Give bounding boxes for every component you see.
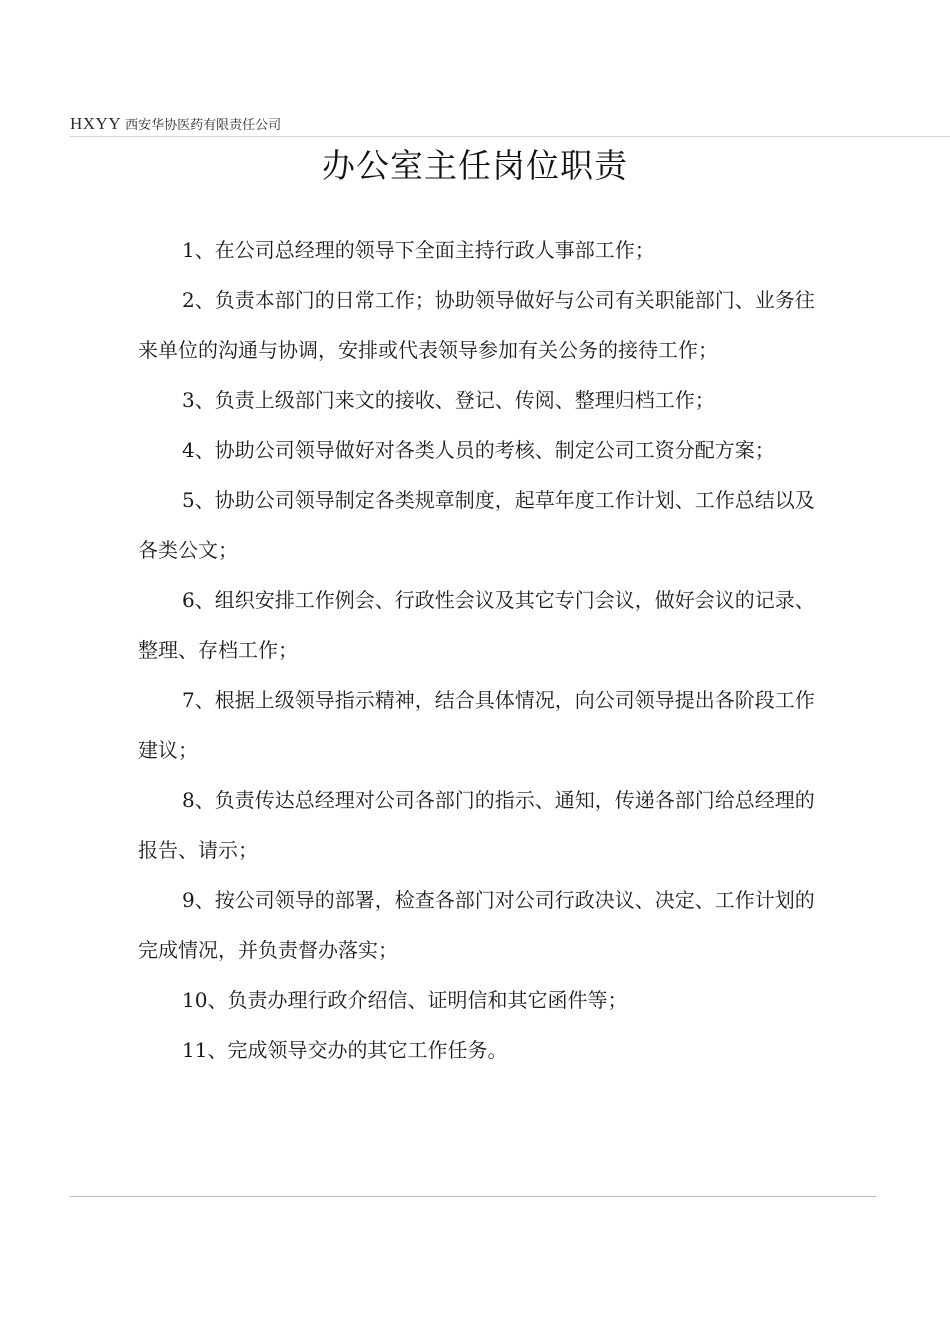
duty-item: [138, 425, 818, 475]
duty-text: 协助公司领导做好对各类人员的考核、制定公司工资分配方案；: [214, 438, 775, 462]
duty-number: 1、: [182, 238, 215, 262]
duty-number: 6、: [182, 588, 215, 612]
duty-item: [138, 775, 818, 875]
duty-item: [138, 1025, 818, 1075]
duty-text: 组织安排工作例会、行政性会议及其它专门会议，做好会议的记录、整理、存档工作；: [138, 588, 815, 662]
header-company-name: 西安华协医药有限责任公司: [125, 118, 282, 133]
duty-text: 协助公司领导制定各类规章制度，起草年度工作计划、工作总结以及各类公文；: [138, 488, 815, 562]
duty-number: 10、: [182, 988, 228, 1012]
duty-number: 8、: [182, 788, 215, 812]
duty-item: [138, 575, 818, 675]
header-code: HXYY: [70, 114, 122, 133]
duty-number: 3、: [182, 388, 215, 412]
duty-number: 5、: [182, 488, 215, 512]
duty-text: 负责本部门的日常工作；协助领导做好与公司有关职能部门、业务往来单位的沟通与协调，安排或代表领导参加有关公务的接待工作；: [138, 288, 815, 362]
duty-text: 按公司领导的部署，检查各部门对公司行政决议、决定、工作计划的完成情况，并负责督办落实；: [138, 888, 815, 962]
duty-number: 9、: [182, 888, 215, 912]
duty-item: [138, 875, 818, 975]
duty-item: [138, 375, 818, 425]
duty-text: 在公司总经理的领导下全面主持行政人事部工作；: [214, 238, 655, 262]
duty-number: 4、: [182, 438, 215, 462]
duty-item: [138, 475, 818, 575]
duty-text: 负责传达总经理对公司各部门的指示、通知，传递各部门给总经理的报告、请示；: [138, 788, 815, 862]
duty-number: 2、: [182, 288, 215, 312]
duty-text: 根据上级领导指示精神，结合具体情况，向公司领导提出各阶段工作建议；: [138, 688, 815, 762]
duty-text: 完成领导交办的其它工作任务。: [227, 1038, 508, 1062]
footer-divider: [70, 1196, 876, 1197]
duty-list: [138, 225, 818, 1075]
page-header: [70, 114, 950, 137]
duty-number: 7、: [182, 688, 215, 712]
document-title: 办公室主任岗位职责: [322, 146, 628, 185]
duty-item: [138, 275, 818, 375]
duty-text: 负责办理行政介绍信、证明信和其它函件等；: [227, 988, 628, 1012]
duty-item: [138, 975, 818, 1025]
duty-item: [138, 675, 818, 775]
duty-text: 负责上级部门来文的接收、登记、传阅、整理归档工作；: [214, 388, 715, 412]
duty-item: [138, 225, 818, 275]
duty-number: 11、: [182, 1038, 228, 1062]
